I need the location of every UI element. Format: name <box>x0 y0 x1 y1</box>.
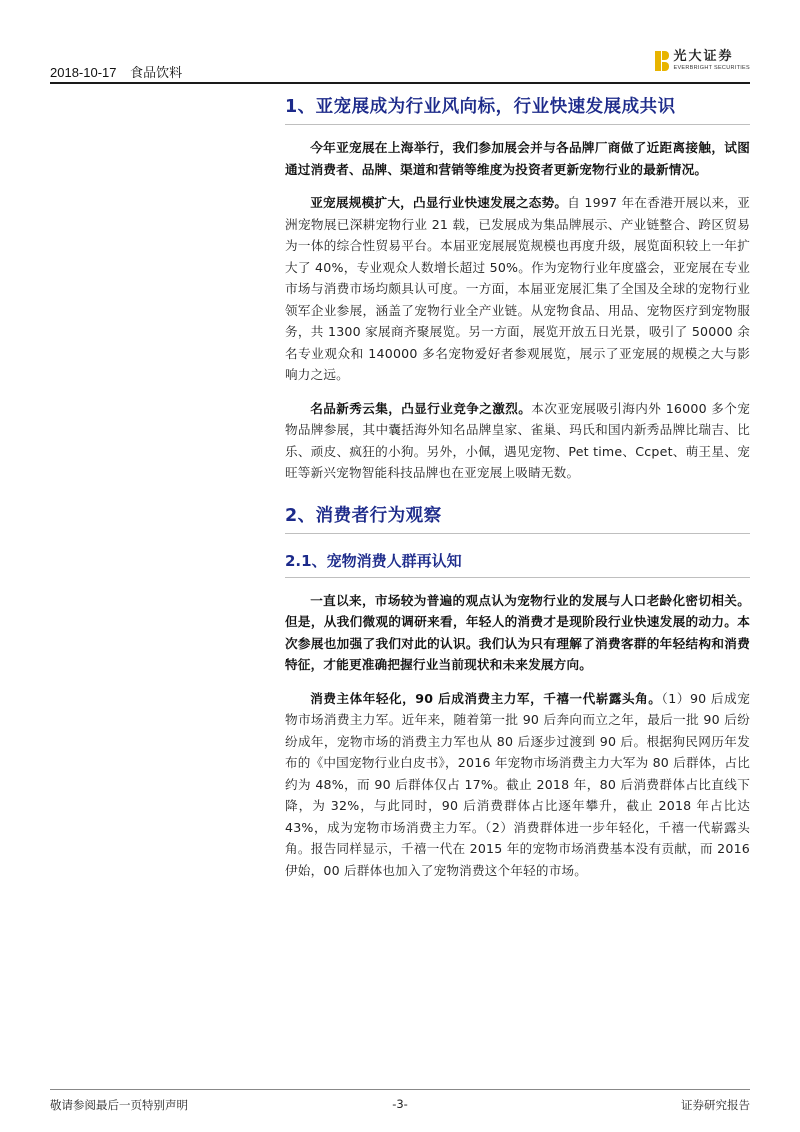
page-number: -3- <box>392 1097 408 1111</box>
report-header-info <box>50 62 192 81</box>
paragraph-body: 本次亚宠展吸引海内外 16000 多个宠物品牌参展，其中囊括海外知名品牌皇家、雀巢、玛氏和国内新秀品牌比瑞吉、比乐、顽皮、疯狂的小狗。另外，小佩，遇见宠物、Pet time、Ccpet、萌王星、宠旺等新兴宠物智能科技品牌也在亚宠展上吸睛无数。 <box>285 400 750 480</box>
report-date: 2018-10-17 <box>50 65 117 80</box>
footer-divider <box>50 1089 750 1090</box>
paragraph-body: 自 1997 年在香港开展以来，亚洲宠物展已深耕宠物行业 21 载，已发展成为集品牌展示、产业链整合、跨区贸易为一体的综合性贸易平台。本届亚宠展展览规模也再度升级，展览面积较上一年扩大了 40%，专业观众人数增长超过 50%。作为宠物行业年度盛会，亚宠展在专业市场与消费市场均颇具认可度。一方面，本届亚宠展汇集了全国及全球的宠物行业领军企业参展，涵盖了宠物行业全产业链。从宠物食品、用品、宠物医疗到宠物服务，共 1300 家展商齐聚展览。另一方面，展览开放五日光景，吸引了 50000 余名专业观众和 140000 多名宠物爱好者参观展览，展示了亚宠展的规模之大与影响力之远。 <box>285 195 750 382</box>
report-category: 食品饮料 <box>130 65 183 80</box>
footer-disclaimer: 敬请参阅最后一页特别声明 <box>50 1098 188 1112</box>
paragraph-body: （1）90 后成宠物市场消费主力军。近年来，随着第一批 90 后奔向而立之年，最后一批 90 后纷纷成年，宠物市场的消费主力军也从 80 后逐步过渡到 90 后。根据狗民网历年发布的《中国宠物行业白皮书》，2016 年宠物市场消费主力大军为 80 后群体，占比约为 48%，而 90 后群体仅占 17%。截止 2018 年，80 后消费群体占比直线下降，为 32%，与此同时，90 后消费群体占比逐年攀升，截止 2018 年占比达 43%，成为宠物市场消费主力军。（2）消费群体进一步年轻化，千禧一代崭露头角。报告同样显示，千禧一代在 2015 年的宠物市场消费基本没有贡献，而 2016 伊始，00 后群体也加入了宠物消费这个年轻的市场。 <box>285 690 750 878</box>
paragraph-lead: 亚宠展规模扩大，凸显行业快速发展之态势。 <box>310 195 568 210</box>
paragraph-lead: 名品新秀云集，凸显行业竞争之激烈。 <box>310 400 532 416</box>
section-1-paragraph-scale <box>285 192 750 386</box>
section-2-1-title: 2.1、宠物消费人群再认知 <box>285 550 750 578</box>
section-1-paragraph-brands <box>285 398 750 484</box>
section-2-title: 2、消费者行为观察 <box>285 502 750 534</box>
logo-en-text: EVERBRIGHT SECURITIES <box>673 65 750 71</box>
section-2-1-intro: 一直以来，市场较为普遍的观点认为宠物行业的发展与人口老龄化密切相关。但是，从我们微观的调研来看，年轻人的消费才是现阶段行业快速发展的动力。本次参展也加强了我们对此的认识。我们认为只有理解了消费客群的年轻结构和消费特征，才能更准确把握行业当前现状和未来发展方向。 <box>285 592 750 672</box>
section-1-intro: 今年亚宠展在上海举行，我们参加展会并与各品牌厂商做了近距离接触，试图通过消费者、品牌、渠道和营销等维度为投资者更新宠物行业的最新情况。 <box>285 140 750 177</box>
everbright-logo-icon <box>655 51 669 71</box>
section-1-title: 1、亚宠展成为行业风向标，行业快速发展成共识 <box>285 93 750 125</box>
section-2-1-paragraph-youth <box>285 688 750 882</box>
paragraph-lead: 消费主体年轻化，90 后成消费主力军，千禧一代崭露头角。 <box>310 690 662 706</box>
logo-cn-text: 光大证券 <box>673 49 734 64</box>
footer-report-type: 证券研究报告 <box>681 1098 750 1112</box>
everbright-logo <box>655 50 751 72</box>
header-divider <box>50 82 750 84</box>
report-body <box>285 93 750 881</box>
